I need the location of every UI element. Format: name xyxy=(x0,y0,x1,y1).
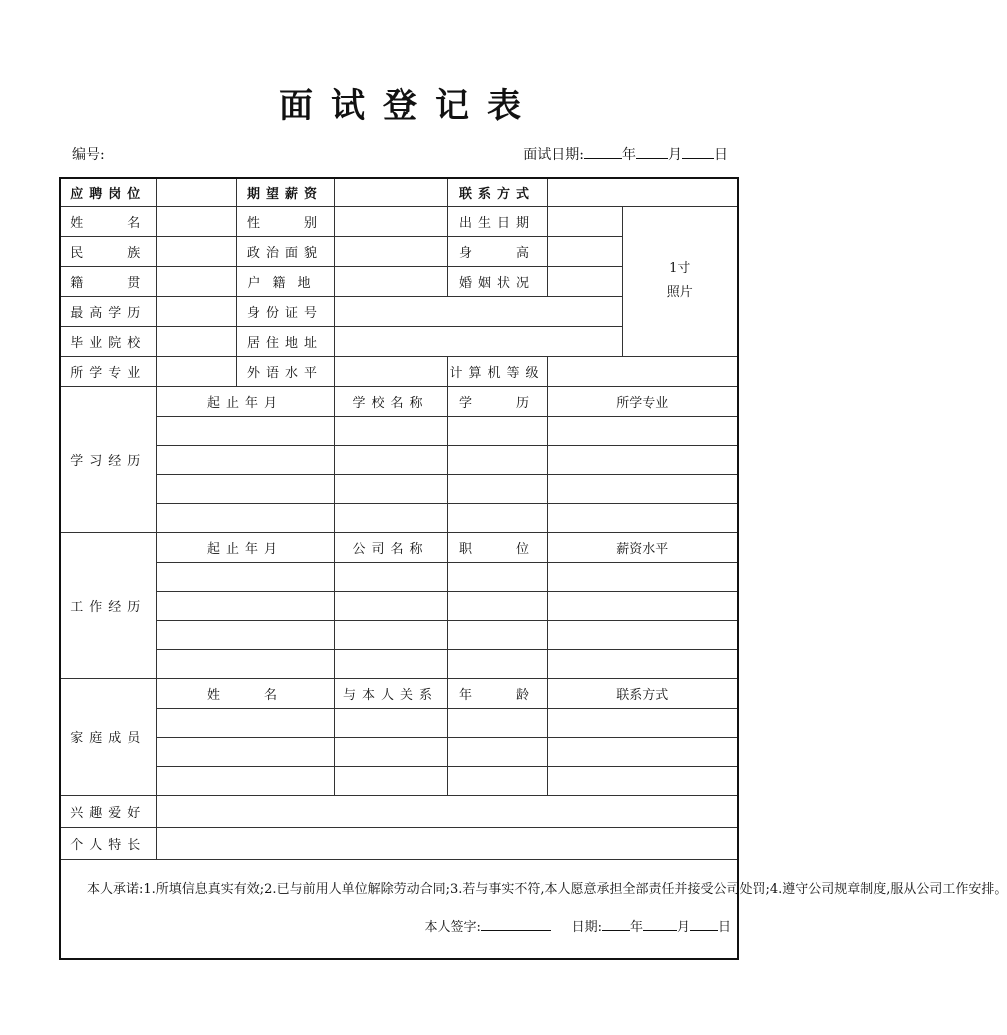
work-salary-cell[interactable] xyxy=(547,562,738,591)
label-gender: 性 别 xyxy=(236,206,334,236)
label-address: 居住地址 xyxy=(236,326,334,356)
label-height: 身 高 xyxy=(447,236,547,266)
position-field[interactable] xyxy=(156,178,236,206)
month-label: 月 xyxy=(668,147,682,163)
label-education: 最高学历 xyxy=(60,296,156,326)
study-header-period: 起止年月 xyxy=(156,386,334,416)
study-header-degree: 学 历 xyxy=(447,386,547,416)
work-company-cell[interactable] xyxy=(334,591,447,620)
family-relation-cell[interactable] xyxy=(334,737,447,766)
label-school: 毕业院校 xyxy=(60,326,156,356)
family-header-name: 姓 名 xyxy=(156,678,334,708)
label-hobby: 兴趣爱好 xyxy=(60,795,156,827)
label-native: 籍 贯 xyxy=(60,266,156,296)
sign-day-blank[interactable] xyxy=(690,916,718,931)
work-section-label: 工作经历 xyxy=(60,532,156,678)
study-school-cell[interactable] xyxy=(334,474,447,503)
work-salary-cell[interactable] xyxy=(547,620,738,649)
study-degree-cell[interactable] xyxy=(447,416,547,445)
family-age-cell[interactable] xyxy=(447,708,547,737)
interview-form-table xyxy=(59,177,1007,960)
family-name-cell[interactable] xyxy=(156,737,334,766)
work-header-salary: 薪资水平 xyxy=(547,532,738,562)
study-period-cell[interactable] xyxy=(156,503,334,532)
interview-date xyxy=(523,144,728,164)
skill-field[interactable] xyxy=(156,827,738,859)
study-period-cell[interactable] xyxy=(156,445,334,474)
family-row xyxy=(60,766,738,795)
sign-month-blank[interactable] xyxy=(643,916,677,931)
label-id: 身份证号 xyxy=(236,296,334,326)
work-period-cell[interactable] xyxy=(156,620,334,649)
study-school-cell[interactable] xyxy=(334,416,447,445)
promise-text: 本人承诺:1.所填信息真实有效;2.已与前用人单位解除劳动合同;3.若与事实不符,本人愿意承担全部责任并接受公司处罚;4.遵守公司规章制度,服从公司工作安排。 xyxy=(87,881,1007,897)
study-degree-cell[interactable] xyxy=(447,474,547,503)
label-language: 外语水平 xyxy=(236,356,334,386)
work-header-period: 起止年月 xyxy=(156,532,334,562)
sign-year-blank[interactable] xyxy=(602,916,630,931)
work-company-cell[interactable] xyxy=(334,649,447,678)
label-marital: 婚姻状况 xyxy=(447,266,547,296)
signature-blank[interactable] xyxy=(481,916,551,931)
signature-line xyxy=(61,914,737,942)
study-major-cell[interactable] xyxy=(547,474,738,503)
work-period-cell[interactable] xyxy=(156,591,334,620)
major-field[interactable] xyxy=(156,356,236,386)
work-company-cell[interactable] xyxy=(334,620,447,649)
study-degree-cell[interactable] xyxy=(447,445,547,474)
study-header-school: 学校名称 xyxy=(334,386,447,416)
study-major-cell[interactable] xyxy=(547,445,738,474)
study-degree-cell[interactable] xyxy=(447,503,547,532)
family-relation-cell[interactable] xyxy=(334,708,447,737)
signature-label: 本人签字: xyxy=(424,919,481,935)
label-hukou: 户籍地 xyxy=(236,266,334,296)
work-row xyxy=(60,649,738,678)
photo-box[interactable] xyxy=(622,206,738,356)
label-computer: 计算机等级 xyxy=(447,356,547,386)
study-major-cell[interactable] xyxy=(547,503,738,532)
sign-year-label: 年 xyxy=(629,919,643,935)
family-age-cell[interactable] xyxy=(447,737,547,766)
gender-field[interactable] xyxy=(334,206,447,236)
work-header-company: 公司名称 xyxy=(334,532,447,562)
interview-date-label: 面试日期: xyxy=(523,147,584,163)
family-section-label: 家庭成员 xyxy=(60,678,156,795)
family-header-contact: 联系方式 xyxy=(547,678,738,708)
family-name-cell[interactable] xyxy=(156,708,334,737)
contact-field[interactable] xyxy=(547,178,738,206)
work-title-cell[interactable] xyxy=(447,591,547,620)
form-title: 面试登记表 xyxy=(279,86,539,126)
id-field[interactable] xyxy=(334,296,622,326)
study-school-cell[interactable] xyxy=(334,445,447,474)
hobby-field[interactable] xyxy=(156,795,738,827)
month-blank[interactable] xyxy=(636,144,668,159)
label-name: 姓 名 xyxy=(60,206,156,236)
work-header-title: 职 位 xyxy=(447,532,547,562)
work-salary-cell[interactable] xyxy=(547,591,738,620)
work-row xyxy=(60,620,738,649)
label-birth: 出生日期 xyxy=(447,206,547,236)
label-major: 所学专业 xyxy=(60,356,156,386)
family-age-cell[interactable] xyxy=(447,766,547,795)
family-row xyxy=(60,708,738,737)
label-position: 应聘岗位 xyxy=(60,178,156,206)
label-skill: 个人特长 xyxy=(60,827,156,859)
ethnicity-field[interactable] xyxy=(156,236,236,266)
work-period-cell[interactable] xyxy=(156,562,334,591)
label-salary: 期望薪资 xyxy=(236,178,334,206)
birth-field[interactable] xyxy=(547,206,622,236)
study-school-cell[interactable] xyxy=(334,503,447,532)
politics-field[interactable] xyxy=(334,236,447,266)
marital-field[interactable] xyxy=(547,266,622,296)
study-row xyxy=(60,445,738,474)
day-label: 日 xyxy=(714,147,728,163)
sign-day-label: 日 xyxy=(717,919,731,935)
family-header-relation: 与本人关系 xyxy=(334,678,447,708)
year-blank[interactable] xyxy=(584,144,622,159)
work-company-cell[interactable] xyxy=(334,562,447,591)
family-relation-cell[interactable] xyxy=(334,766,447,795)
study-major-cell[interactable] xyxy=(547,416,738,445)
study-period-cell[interactable] xyxy=(156,474,334,503)
study-row xyxy=(60,503,738,532)
computer-field[interactable] xyxy=(547,356,738,386)
photo-size-label: 1寸 xyxy=(669,261,691,276)
label-contact: 联系方式 xyxy=(447,178,547,206)
work-period-cell[interactable] xyxy=(156,649,334,678)
work-salary-cell[interactable] xyxy=(547,649,738,678)
study-row xyxy=(60,474,738,503)
study-row xyxy=(60,416,738,445)
education-field[interactable] xyxy=(156,296,236,326)
day-blank[interactable] xyxy=(682,144,714,159)
work-row xyxy=(60,562,738,591)
address-field[interactable] xyxy=(334,326,622,356)
label-politics: 政治面貌 xyxy=(236,236,334,266)
hukou-field[interactable] xyxy=(334,266,447,296)
family-name-cell[interactable] xyxy=(156,766,334,795)
salary-field[interactable] xyxy=(334,178,447,206)
study-section-label: 学习经历 xyxy=(60,386,156,532)
number-label: 编号: xyxy=(72,147,105,163)
work-title-cell[interactable] xyxy=(447,620,547,649)
family-row xyxy=(60,737,738,766)
native-field[interactable] xyxy=(156,266,236,296)
photo-label: 照片 xyxy=(666,285,693,300)
work-row xyxy=(60,591,738,620)
label-ethnicity: 民 族 xyxy=(60,236,156,266)
sign-month-label: 月 xyxy=(676,919,690,935)
work-title-cell[interactable] xyxy=(447,562,547,591)
name-field[interactable] xyxy=(156,206,236,236)
family-contact-cell[interactable] xyxy=(547,737,738,766)
family-contact-cell[interactable] xyxy=(547,708,738,737)
height-field[interactable] xyxy=(547,236,622,266)
family-header-age: 年 龄 xyxy=(447,678,547,708)
year-label: 年 xyxy=(622,147,636,163)
school-field[interactable] xyxy=(156,326,236,356)
work-title-cell[interactable] xyxy=(447,649,547,678)
language-field[interactable] xyxy=(334,356,447,386)
family-contact-cell[interactable] xyxy=(547,766,738,795)
sign-date-label: 日期: xyxy=(571,919,602,935)
study-header-major: 所学专业 xyxy=(547,386,738,416)
promise-block xyxy=(60,859,1007,959)
study-period-cell[interactable] xyxy=(156,416,334,445)
